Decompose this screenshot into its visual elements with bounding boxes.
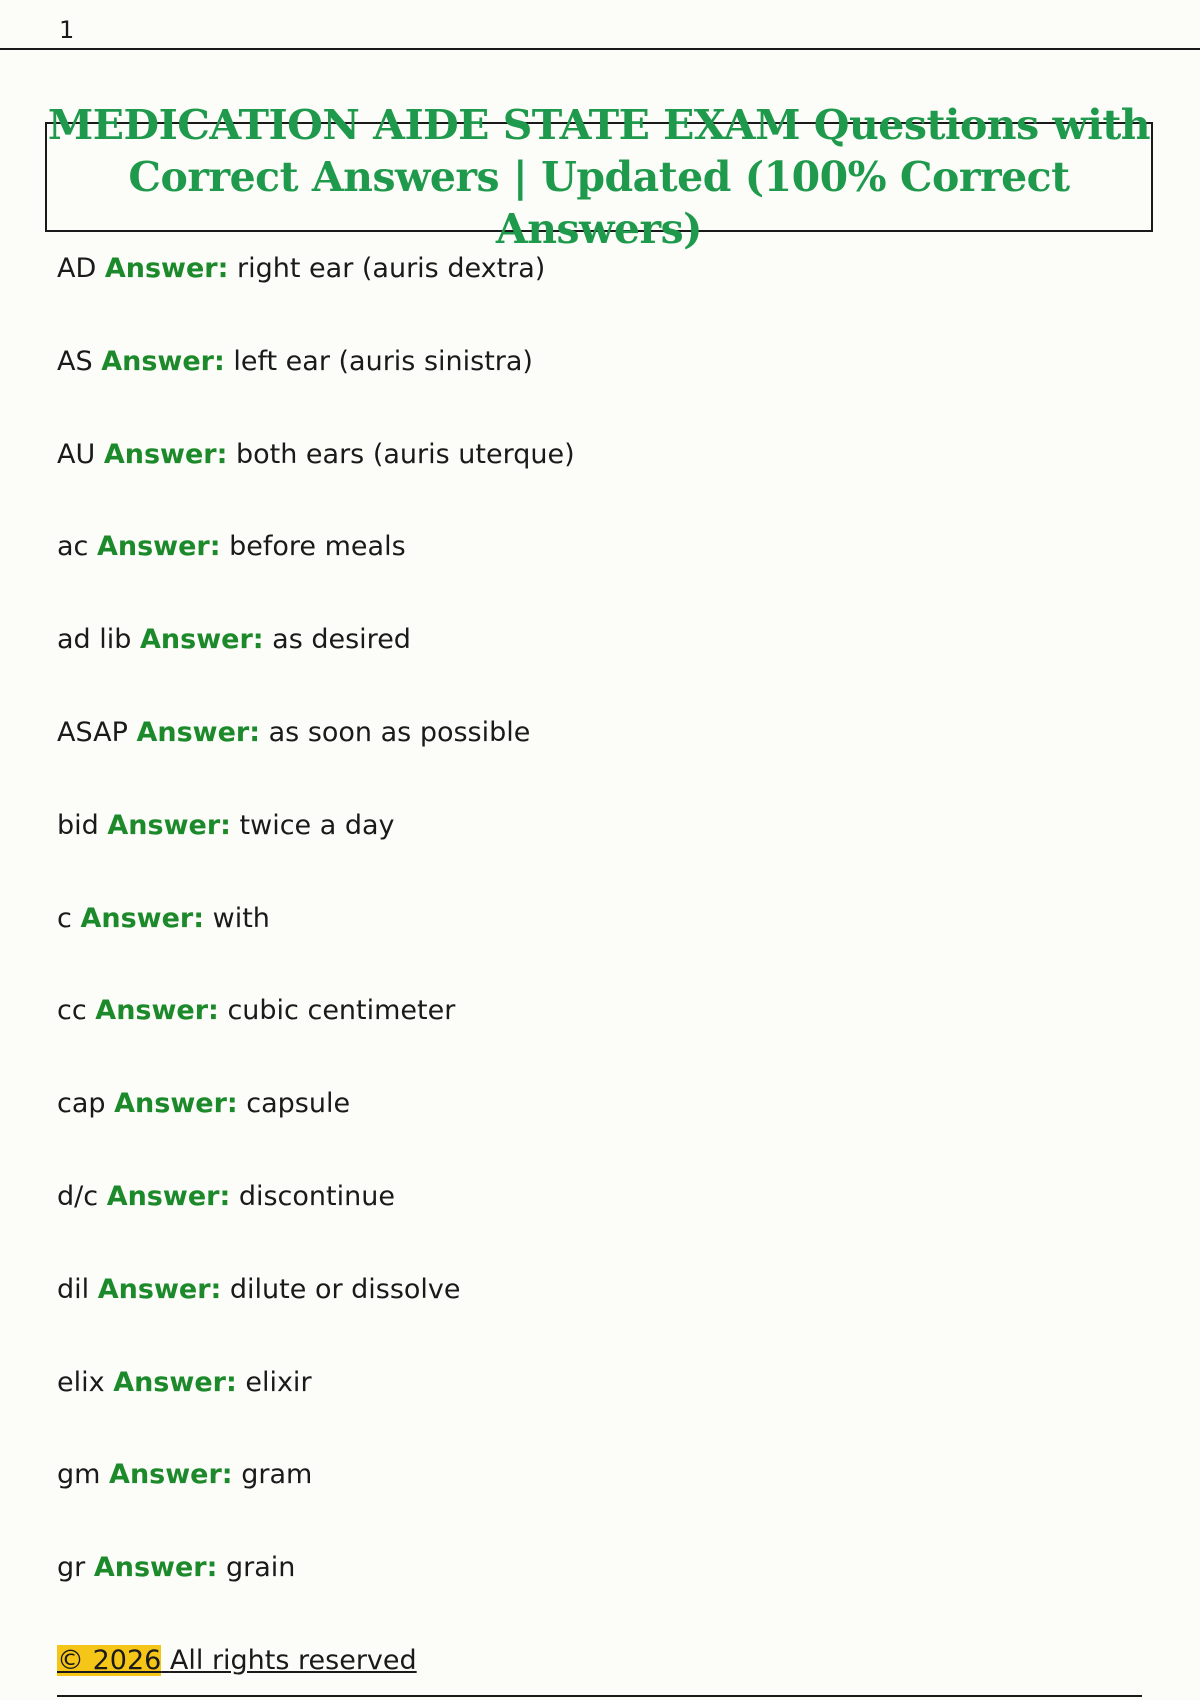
entry	[57, 1456, 575, 1549]
entry	[57, 1364, 575, 1457]
entry-term: d/c	[57, 1180, 99, 1212]
document-title: MEDICATION AIDE STATE EXAM Questions with Correct Answers | Updated (100% Correct Answers)	[47, 101, 1151, 253]
entry-answer: as desired	[272, 624, 411, 656]
entry-answer: cubic centimeter	[227, 995, 456, 1027]
entry-term: AD	[57, 253, 97, 284]
footer-rule	[57, 1695, 1142, 1697]
answer-label: Answer:	[136, 716, 261, 748]
entry	[57, 343, 575, 436]
answer-label: Answer:	[96, 531, 221, 563]
entry-answer: right ear (auris dextra)	[237, 253, 546, 284]
answer-label: Answer:	[95, 995, 219, 1027]
entry-term: cap	[57, 1088, 106, 1120]
entry	[57, 250, 575, 343]
entry-answer: capsule	[246, 1088, 351, 1120]
entry-answer: with	[212, 902, 270, 934]
answer-label: Answer:	[101, 345, 225, 377]
entry-term: cc	[57, 995, 87, 1027]
entry	[57, 1549, 575, 1642]
entry	[57, 1178, 575, 1271]
answer-label: Answer:	[106, 1180, 231, 1212]
entry-answer: both ears (auris uterque)	[235, 438, 575, 470]
entry-answer: grain	[226, 1552, 296, 1584]
entry-term: gm	[57, 1459, 101, 1491]
entry-answer: gram	[241, 1459, 313, 1491]
entry	[57, 436, 575, 529]
answer-label: Answer:	[140, 624, 264, 656]
answer-label: Answer:	[107, 809, 231, 841]
footer-copyright	[57, 1644, 417, 1678]
entry	[57, 621, 575, 714]
title-box	[45, 101, 1153, 253]
page-number: 1	[59, 16, 75, 44]
header-rule	[0, 48, 1200, 50]
entry	[57, 807, 575, 900]
entry-term: ad lib	[57, 624, 132, 656]
entry	[57, 1085, 575, 1178]
entry-term: ASAP	[57, 716, 128, 748]
answer-label: Answer:	[114, 1088, 238, 1120]
entry-answer: before meals	[229, 531, 406, 563]
entry-list	[57, 250, 575, 1642]
entry	[57, 714, 575, 807]
entry-term: c	[57, 902, 72, 934]
answer-label: Answer:	[103, 438, 228, 470]
entry-term: dil	[57, 1273, 90, 1305]
entry-answer: as soon as possible	[268, 716, 531, 748]
answer-label: Answer:	[104, 253, 229, 284]
answer-label: Answer:	[80, 902, 205, 934]
entry-answer: elixir	[245, 1366, 312, 1398]
answer-label: Answer:	[97, 1273, 222, 1305]
rights-reserved: All rights reserved	[169, 1645, 417, 1676]
answer-label: Answer:	[93, 1552, 218, 1584]
entry	[57, 1271, 575, 1364]
entry-answer: dilute or dissolve	[229, 1273, 461, 1305]
entry-answer: twice a day	[239, 809, 395, 841]
answer-label: Answer:	[109, 1459, 233, 1491]
entry-term: bid	[57, 809, 99, 841]
entry-term: elix	[57, 1366, 105, 1398]
entry-term: gr	[57, 1552, 86, 1584]
entry	[57, 900, 575, 993]
entry-answer: discontinue	[238, 1180, 395, 1212]
entry-term: ac	[57, 531, 89, 563]
entry-term: AS	[57, 345, 93, 377]
entry	[57, 992, 575, 1085]
entry	[57, 528, 575, 621]
entry-term: AU	[57, 438, 96, 470]
copyright-year: © 2026	[57, 1645, 162, 1676]
entry-answer: left ear (auris sinistra)	[233, 345, 533, 377]
answer-label: Answer:	[113, 1366, 237, 1398]
